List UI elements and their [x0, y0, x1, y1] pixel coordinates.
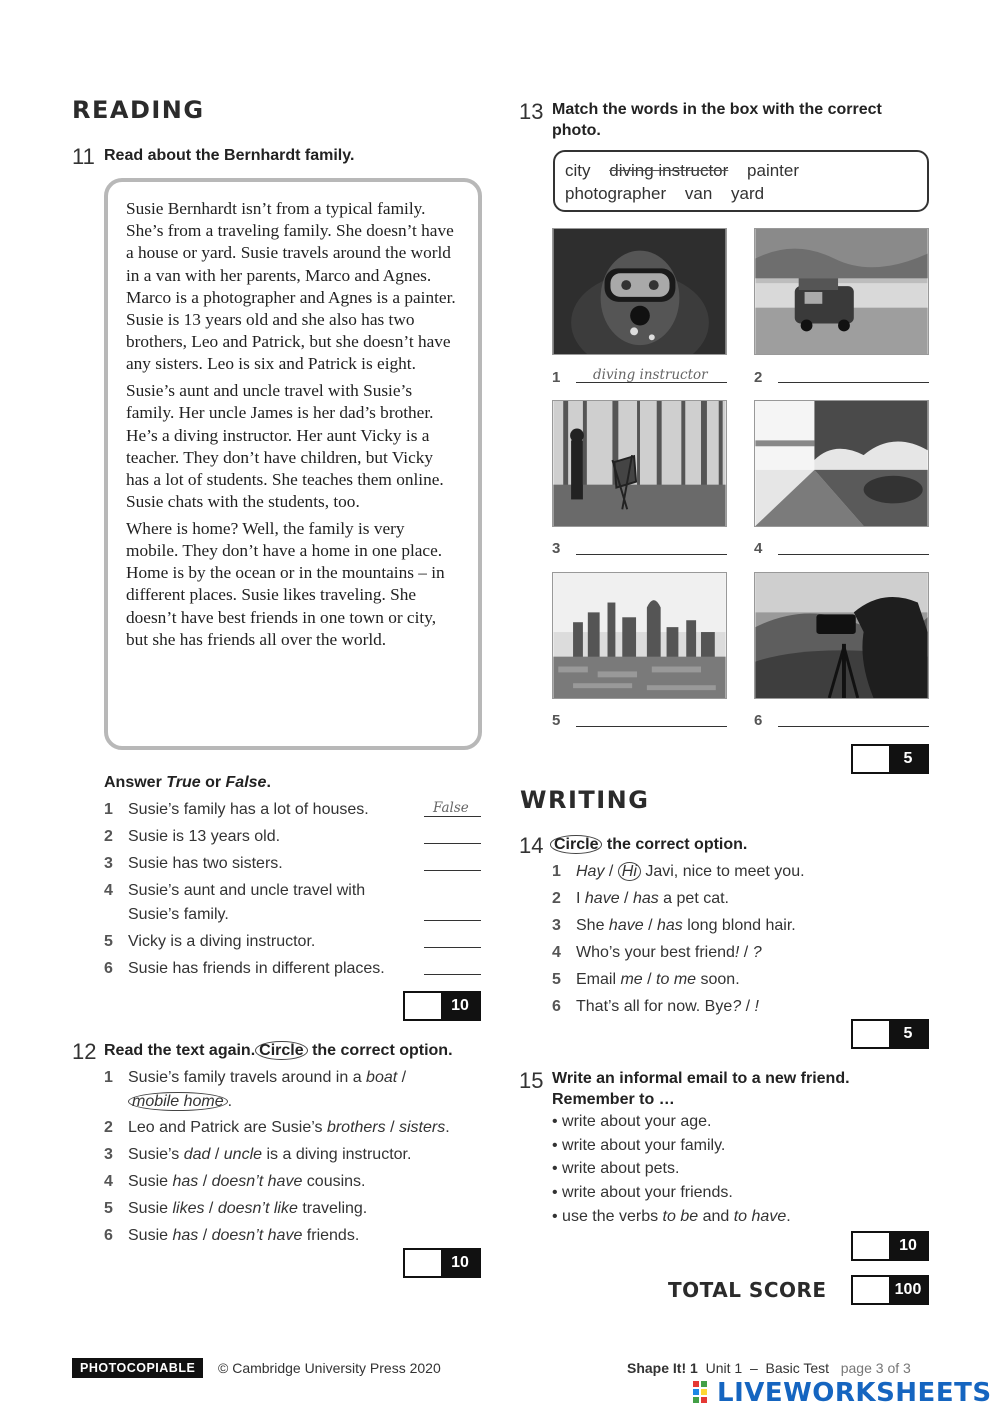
- option-item-1: 1 Susie’s family travels around in a boat / mobile home .: [104, 1069, 407, 1110]
- score-box-11: [403, 991, 481, 1021]
- liveworksheets-logo[interactable]: [693, 1378, 992, 1408]
- question-13-title: Match the words in the box with the correct photo.: [552, 101, 882, 139]
- photo-number-2: 2: [754, 369, 763, 386]
- city-photo: [552, 572, 727, 699]
- writing-heading: WRITING: [520, 786, 650, 814]
- word-box: [553, 150, 929, 212]
- option-hi[interactable]: Hi: [618, 862, 641, 881]
- word-diving-instructor: diving instructor: [609, 161, 729, 180]
- option-question-bye[interactable]: ?: [732, 998, 742, 1015]
- liveworksheets-icon: [693, 1381, 715, 1405]
- word-yard: yard: [731, 184, 765, 203]
- score-input-15[interactable]: [853, 1233, 889, 1259]
- liveworksheets-brand: LIVEWORKSHEETS: [717, 1378, 992, 1408]
- word-photographer: photographer: [565, 184, 667, 203]
- tf-answer-line-5[interactable]: [424, 947, 481, 948]
- tf-answer-line-2[interactable]: [424, 843, 481, 844]
- bullet-item-2: • write about your family.: [552, 1137, 726, 1154]
- score-total-15: 10: [889, 1233, 927, 1259]
- option-has-cat[interactable]: has: [632, 890, 659, 907]
- painter-photo: [552, 400, 727, 527]
- total-score-box: [851, 1275, 929, 1305]
- passage-paragraph-1: Susie Bernhardt isn’t from a typical family. She’s from a traveling family. She doesn’t have a house or yard. Susie travels around the world in a van with her parents, Marco and Agnes. Marco is a photographer and Agnes is a painter. Susie is 13 years old and she also has two brothers, Leo and Patrick, but she doesn’t have any sisters. Leo is six and Patrick is eight.: [126, 199, 456, 374]
- option-boat[interactable]: boat: [366, 1069, 398, 1086]
- tf-item-4: 4 Susie’s aunt and uncle travel with Susie’s family.: [104, 882, 366, 923]
- reading-heading: READING: [72, 96, 205, 124]
- diver-image: [553, 229, 726, 354]
- photo-number-4: 4: [754, 540, 763, 557]
- footer-book-info: Shape It! 1 Unit 1 – Basic Test page 3 of 3: [627, 1360, 911, 1376]
- reading-passage: [104, 178, 482, 750]
- photo-number-5: 5: [552, 712, 561, 729]
- total-score-input[interactable]: [853, 1277, 889, 1303]
- option-has[interactable]: has: [172, 1173, 199, 1190]
- option-exclamation-bye[interactable]: !: [754, 998, 759, 1015]
- bullet-item-1: • write about your age.: [552, 1113, 712, 1130]
- option-have[interactable]: have: [584, 890, 620, 907]
- score-box-15: [851, 1231, 929, 1261]
- yard-image: [755, 401, 928, 526]
- photo-answer-line-4[interactable]: [778, 554, 929, 555]
- van-photo: [754, 228, 929, 355]
- bullet-item-5: • use the verbs to be and to have.: [552, 1208, 791, 1225]
- score-box-13: [851, 744, 929, 774]
- option-dad[interactable]: dad: [183, 1146, 211, 1163]
- score-input-11[interactable]: [405, 993, 441, 1019]
- copyright-text: © Cambridge University Press 2020: [218, 1360, 441, 1376]
- yard-photo: [754, 400, 929, 527]
- option-me[interactable]: me: [620, 971, 643, 988]
- tf-answer-line-1[interactable]: [424, 816, 481, 817]
- option-likes[interactable]: likes: [172, 1200, 205, 1217]
- photographer-image: [755, 573, 928, 698]
- photo-answer-line-2[interactable]: [778, 382, 929, 383]
- photographer-photo: [754, 572, 929, 699]
- option-sisters[interactable]: sisters: [398, 1119, 446, 1136]
- photo-number-1: 1: [552, 369, 561, 386]
- photo-answer-line-6[interactable]: [778, 726, 929, 727]
- word-city: city: [565, 161, 591, 180]
- passage-paragraph-3: Where is home? Well, the family is very mobile. They don’t have a home in one place. Home is by the ocean or in the mountains – in different places. Susie likes traveling. She doesn’t have best friends in one town or city, but she has friends all over the world.: [126, 518, 445, 649]
- tf-answer-line-3[interactable]: [424, 870, 481, 871]
- passage-paragraph-2: Susie’s aunt and uncle travel with Susie’s family. Her uncle James is her dad’s brother. He’s a diving instructor. Her aunt Vicky is a teacher. They don’t have children, but Vicky has a lot of students. She teaches them online. Susie chats with the students, too.: [126, 381, 444, 512]
- bullet-item-4: • write about your friends.: [552, 1184, 733, 1201]
- question-number-14: 14: [519, 833, 544, 858]
- question-12-title: Read the text again. Circle the correct option.: [104, 1042, 453, 1059]
- van-image: [755, 229, 928, 354]
- score-total-14: 5: [889, 1021, 927, 1047]
- photocopiable-badge: PHOTOCOPIABLE: [72, 1358, 203, 1378]
- question-14-title: Circle the correct option.: [550, 834, 747, 855]
- photo-answer-line-3[interactable]: [576, 554, 727, 555]
- question-number-12: 12: [72, 1039, 97, 1064]
- question-15-title: Write an informal email to a new friend. Remember to …: [552, 1070, 850, 1108]
- score-box-12: [403, 1248, 481, 1278]
- option-brothers[interactable]: brothers: [326, 1119, 386, 1136]
- score-box-14: [851, 1019, 929, 1049]
- score-input-14[interactable]: [853, 1021, 889, 1047]
- photo-number-3: 3: [552, 540, 561, 557]
- painter-image: [553, 401, 726, 526]
- bullet-item-3: • write about pets.: [552, 1160, 680, 1177]
- option-doesnt-like[interactable]: doesn’t like: [217, 1200, 298, 1217]
- tf-answer-line-4[interactable]: [424, 920, 481, 921]
- option-has-friends[interactable]: has: [172, 1227, 199, 1244]
- photo-number-6: 6: [754, 712, 763, 729]
- word-painter: painter: [747, 161, 800, 180]
- diver-photo: [552, 228, 727, 355]
- option-exclamation[interactable]: !: [734, 944, 740, 961]
- option-hay[interactable]: Hay: [576, 863, 605, 880]
- option-doesnt-have-friends[interactable]: doesn’t have: [211, 1227, 303, 1244]
- city-image: [553, 573, 726, 698]
- score-total-13: 5: [889, 746, 927, 772]
- score-total-12: 10: [441, 1250, 479, 1276]
- option-uncle[interactable]: uncle: [223, 1146, 263, 1163]
- true-false-instruction: Answer True or False.: [104, 774, 271, 791]
- option-has-hair[interactable]: has: [656, 917, 683, 934]
- total-score-value: 100: [889, 1277, 927, 1303]
- question-number-13: 13: [519, 99, 544, 124]
- total-score-label: TOTAL SCORE: [668, 1278, 827, 1302]
- option-to-me[interactable]: to me: [656, 971, 697, 988]
- tf-answer-line-6[interactable]: [424, 974, 481, 975]
- question-number-11: 11: [72, 144, 95, 169]
- option-have-hair[interactable]: have: [608, 917, 644, 934]
- score-input-13[interactable]: [853, 746, 889, 772]
- option-doesnt-have[interactable]: doesn’t have: [211, 1173, 303, 1190]
- question-11-title: Read about the Bernhardt family.: [104, 147, 355, 164]
- question-number-15: 15: [519, 1068, 544, 1093]
- option-mobile-home[interactable]: mobile home: [128, 1092, 228, 1111]
- score-input-12[interactable]: [405, 1250, 441, 1276]
- photo-answer-line-5[interactable]: [576, 726, 727, 727]
- tf-answer-1: False: [433, 800, 469, 816]
- option-question[interactable]: ?: [752, 944, 762, 961]
- score-total-11: 10: [441, 993, 479, 1019]
- photo-answer-1: diving instructor: [593, 367, 708, 383]
- word-van: van: [684, 184, 713, 203]
